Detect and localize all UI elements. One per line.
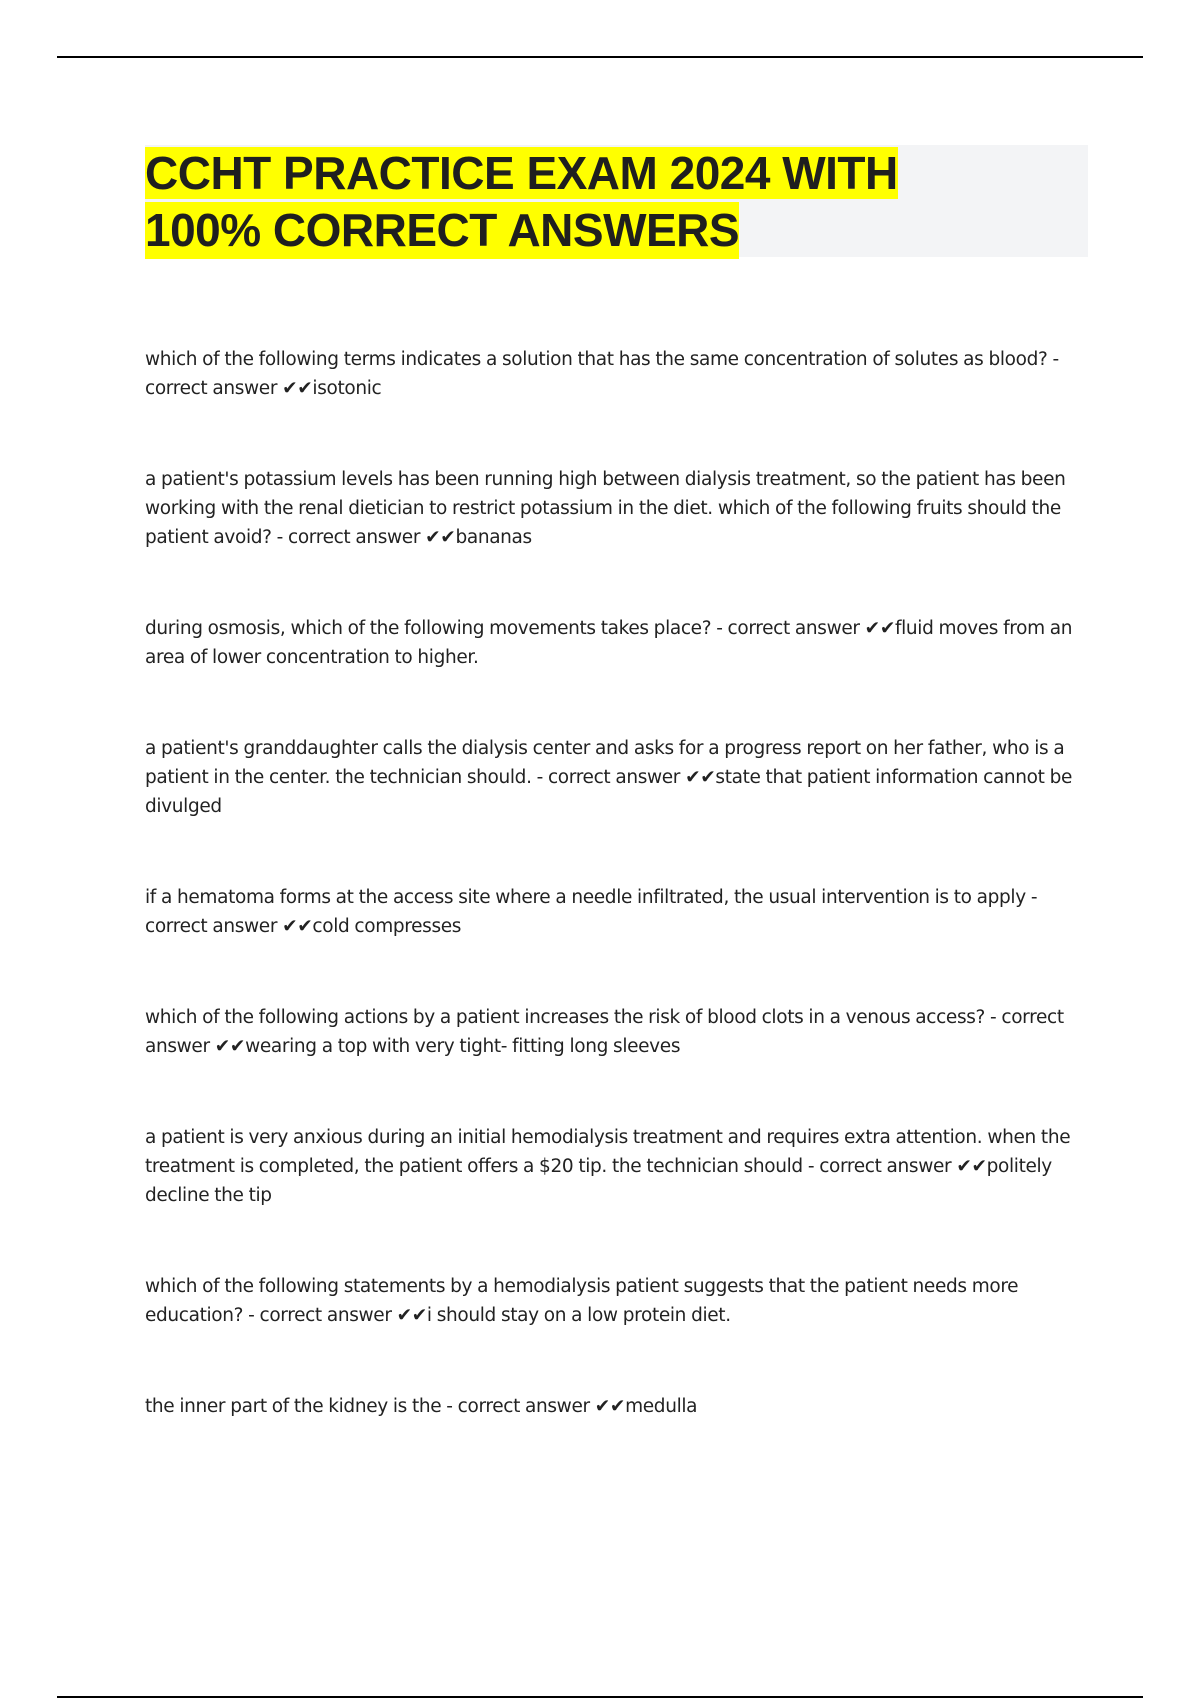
question-text: a patient's granddaughter calls the dialysis center and asks for a progress report on her father, who is a patient in the center. the technician should. - correct answer <box>145 738 1065 788</box>
qa-item <box>145 614 1090 672</box>
qa-item <box>145 734 1090 821</box>
answer-text: isotonic <box>312 378 382 399</box>
check-mark-icon: ✔✔ <box>685 767 716 788</box>
answer-text: state that patient information cannot be divulged <box>145 767 1073 817</box>
answer-text: fluid moves from an area of lower concentration to higher. <box>145 618 1073 668</box>
question-text: which of the following statements by a hemodialysis patient suggests that the patient needs more education? - correct answer <box>145 1276 1019 1326</box>
title-line-2: 100% CORRECT ANSWERS <box>145 202 739 259</box>
answer-text: medulla <box>625 1396 698 1417</box>
check-mark-icon: ✔✔ <box>214 1036 246 1057</box>
answer-text: cold compresses <box>312 916 462 937</box>
qa-item <box>145 1272 1090 1330</box>
answer-text: bananas <box>455 527 532 548</box>
qa-item <box>145 465 1090 552</box>
question-text: a patient's potassium levels has been running high between dialysis treatment, so the patient has been working with the renal dietician to restrict potassium in the diet. which of the following fruits should the patient avoid? - correct answer <box>145 469 1066 548</box>
check-mark-icon: ✔✔ <box>282 378 313 399</box>
answer-text: politely decline the tip <box>145 1156 1052 1206</box>
check-mark-icon: ✔✔ <box>864 618 895 639</box>
qa-item <box>145 345 1090 403</box>
question-text: which of the following actions by a patient increases the risk of blood clots in a venous access? - correct answer <box>145 1007 1064 1057</box>
question-text: which of the following terms indicates a solution that has the same concentration of solutes as blood? - correct answer <box>145 349 1059 399</box>
question-text: the inner part of the kidney is the - correct answer <box>145 1396 590 1417</box>
question-text: during osmosis, which of the following movements takes place? - correct answer <box>145 618 860 639</box>
check-mark-icon: ✔✔ <box>282 916 313 937</box>
answer-text: i should stay on a low protein diet. <box>426 1305 731 1326</box>
check-mark-icon: ✔✔ <box>956 1156 987 1177</box>
question-list <box>145 345 1090 1421</box>
document-title <box>145 145 1088 259</box>
qa-item <box>145 1003 1090 1061</box>
qa-item <box>145 883 1090 941</box>
check-mark-icon: ✔✔ <box>396 1305 427 1326</box>
title-line-1: CCHT PRACTICE EXAM 2024 WITH <box>145 147 898 199</box>
bottom-rule <box>57 1696 1143 1698</box>
check-mark-icon: ✔✔ <box>425 527 456 548</box>
question-text: if a hematoma forms at the access site where a needle infiltrated, the usual intervention is to apply - correct answer <box>145 887 1038 937</box>
answer-text: wearing a top with very tight- fitting long sleeves <box>245 1036 681 1057</box>
top-rule <box>57 56 1143 58</box>
qa-item <box>145 1392 1090 1421</box>
check-mark-icon: ✔✔ <box>594 1396 626 1417</box>
title-block <box>145 145 1088 257</box>
question-text: a patient is very anxious during an initial hemodialysis treatment and requires extra attention. when the treatment is completed, the patient offers a $20 tip. the technician should - correct answer <box>145 1127 1071 1177</box>
qa-item <box>145 1123 1090 1210</box>
